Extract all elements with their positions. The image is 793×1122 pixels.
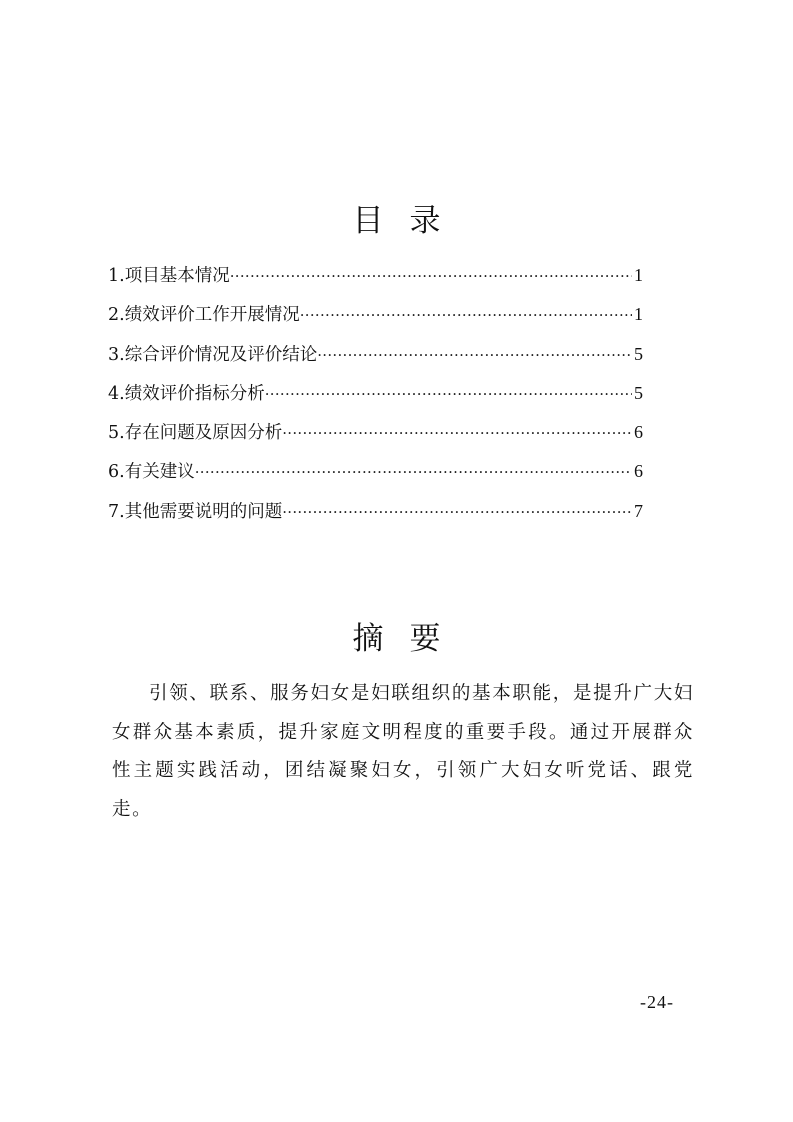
toc-entry-label: 4.绩效评价指标分析 bbox=[108, 383, 265, 404]
toc-entry-label: 3.综合评价情况及评价结论 bbox=[108, 344, 318, 365]
toc-title: 目录 bbox=[352, 203, 467, 239]
toc-entry-2[interactable] bbox=[108, 295, 643, 334]
toc-entry-5[interactable] bbox=[108, 413, 643, 452]
toc-entry-page: 5 bbox=[634, 382, 643, 403]
toc-entry-label: 1.项目基本情况 bbox=[108, 266, 230, 286]
abstract-body: 引领、联系、服务妇女是妇联组织的基本职能，是提升广大妇女群众基本素质，提升家庭文明程度的重要手段。通过开展群众性主题实践活动，团结凝聚妇女，引领广大妇女听党话、跟党走。 bbox=[112, 683, 694, 820]
toc-entry-3[interactable] bbox=[108, 335, 643, 374]
toc-entry-7[interactable] bbox=[108, 492, 643, 531]
toc-dot-leader bbox=[230, 257, 632, 296]
toc-entry-page: 1 bbox=[634, 304, 643, 325]
toc-entry-page: 1 bbox=[634, 265, 643, 285]
toc-dot-leader bbox=[282, 493, 632, 532]
toc-dot-leader bbox=[282, 414, 632, 453]
toc-dot-leader bbox=[300, 296, 632, 335]
toc-dot-leader bbox=[317, 336, 632, 375]
page-number: -24- bbox=[640, 992, 674, 1012]
toc-entry-label: 2.绩效评价工作开展情况 bbox=[108, 305, 300, 326]
toc-entry-4[interactable] bbox=[108, 374, 643, 413]
table-of-contents bbox=[108, 256, 643, 531]
toc-entry-page: 7 bbox=[634, 500, 643, 521]
toc-entry-label: 7.其他需要说明的问题 bbox=[108, 501, 283, 522]
toc-entry-page: 5 bbox=[634, 343, 643, 364]
toc-entry-6[interactable] bbox=[108, 452, 643, 491]
toc-dot-leader bbox=[265, 375, 632, 414]
abstract-title: 摘要 bbox=[352, 621, 467, 657]
toc-entry-page: 6 bbox=[634, 461, 643, 482]
toc-entry-1[interactable] bbox=[108, 256, 643, 295]
toc-entry-label: 6.有关建议 bbox=[108, 462, 195, 483]
toc-dot-leader bbox=[195, 453, 632, 492]
toc-entry-page: 6 bbox=[634, 422, 643, 443]
toc-entry-label: 5.存在问题及原因分析 bbox=[108, 423, 283, 444]
